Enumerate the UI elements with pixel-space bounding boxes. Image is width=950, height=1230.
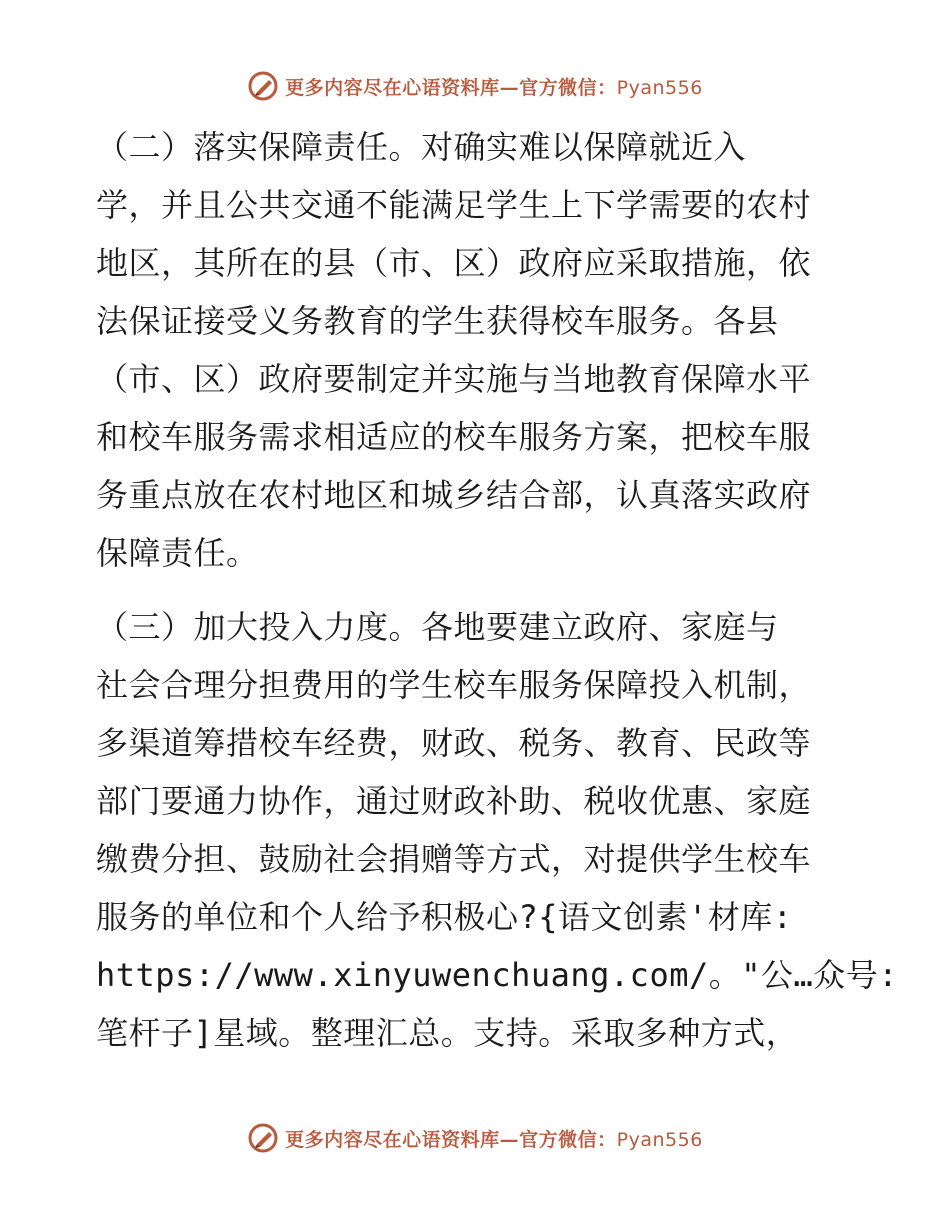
banner-label: 更多内容尽在心语资料库—官方微信： [285, 76, 617, 99]
text-line: 保障责任。 [96, 534, 259, 572]
header-banner [0, 70, 950, 102]
text-line: （二）落实保障责任。对确实难以保障就近入 [96, 128, 747, 166]
text-line: 和校车服务需求相适应的校车服务方案，把校车服 [96, 418, 812, 456]
document-body [96, 118, 899, 1062]
text-line: 笔杆子]星域。整理汇总。支持。采取多种方式， [96, 1014, 799, 1052]
footer-banner [0, 1122, 950, 1154]
text-line: 务重点放在农村地区和城乡结合部，认真落实政府 [96, 476, 812, 514]
paragraph-increase-investment [96, 598, 899, 1062]
text-line: 部门要通力协作，通过财政补助、税收优惠、家庭 [96, 782, 812, 820]
paragraph-guarantee-responsibility [96, 118, 856, 582]
text-line: 地区，其所在的县（市、区）政府应采取措施，依 [96, 244, 812, 282]
text-line: https://www.xinyuwenchuang.com/。"公…众号: [96, 956, 899, 994]
text-line: 缴费分担、鼓励社会捐赠等方式，对提供学生校车 [96, 840, 812, 878]
banner-wechat-id: Pyan556 [616, 76, 703, 99]
text-line: 社会合理分担费用的学生校车服务保障投入机制， [96, 666, 812, 704]
banner-wechat-id: Pyan556 [616, 1128, 703, 1151]
text-line: 法保证接受义务教育的学生获得校车服务。各县 [96, 302, 779, 340]
text-line: 多渠道筹措校车经费，财政、税务、教育、民政等 [96, 724, 812, 762]
paragraph-spacer [96, 582, 856, 598]
banner-text [285, 73, 703, 100]
text-line: （三）加大投入力度。各地要建立政府、家庭与 [96, 608, 779, 646]
pen-logo-icon [247, 1122, 279, 1154]
text-line: （市、区）政府要制定并实施与当地教育保障水平 [96, 360, 812, 398]
text-line: 学，并且公共交通不能满足学生上下学需要的农村 [96, 186, 812, 224]
pen-logo-icon [247, 70, 279, 102]
banner-label: 更多内容尽在心语资料库—官方微信： [285, 1128, 617, 1151]
banner-text [285, 1125, 703, 1152]
text-line: 服务的单位和个人给予积极心?{语文创素'材库: [96, 898, 793, 936]
